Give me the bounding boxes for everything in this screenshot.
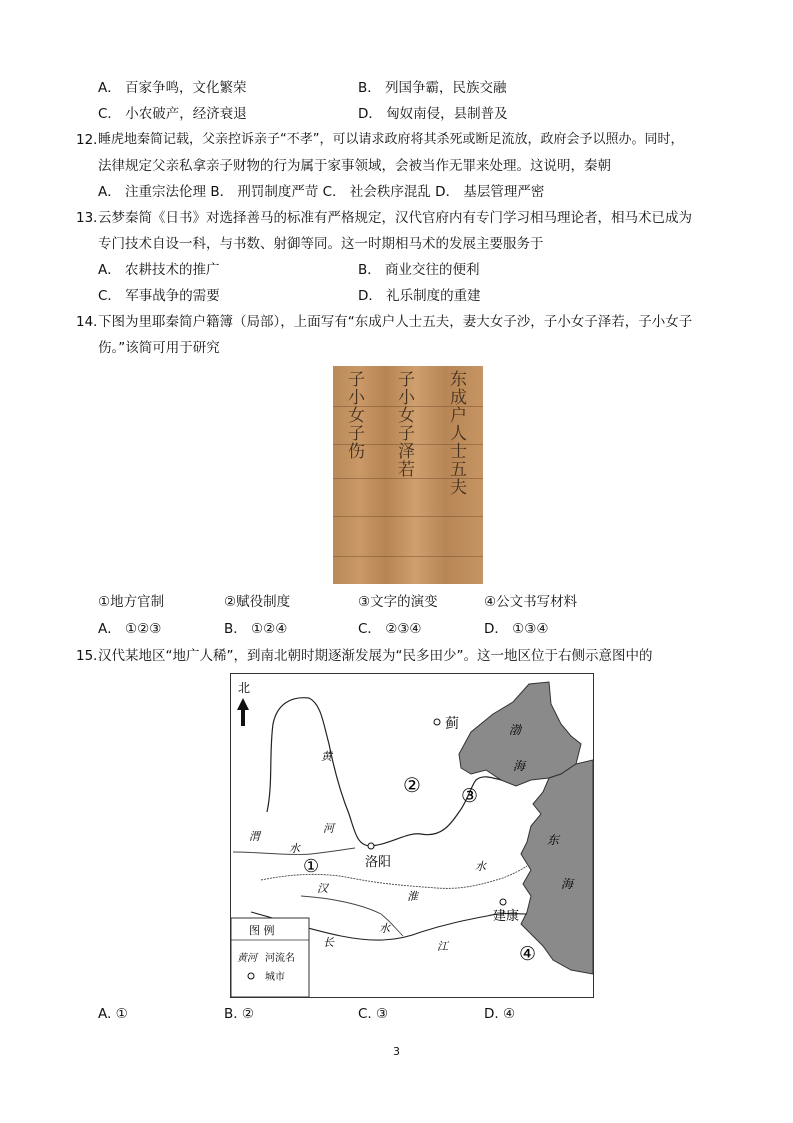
q13-number: 13． <box>76 210 107 226</box>
hanshui-label-1: 汉 <box>317 882 328 895</box>
donghai-label-1: 东 <box>547 833 560 847</box>
huaishui-label-1: 淮 <box>407 890 418 903</box>
q15-option-b: B. ② <box>224 1006 254 1022</box>
q11-option-b: B． 列国争霸，民族交融 <box>358 80 507 96</box>
q15-number: 15． <box>76 648 107 664</box>
q13-stem-line2: 专门技术自设一科，与书数、射御等同。这一时期相马术的发展主要服务于 <box>98 236 544 252</box>
q15-option-c: C. ③ <box>358 1006 389 1022</box>
huai-river <box>261 866 527 888</box>
q12-number: 12． <box>76 132 107 148</box>
city-luoyang-dot <box>368 843 374 849</box>
map-marker-2: ② <box>403 773 421 797</box>
q15-option-a: A. ① <box>98 1006 128 1022</box>
q12-options: A． 注重宗法伦理 B． 刑罚制度严苛 C． 社会秩序混乱 D． 基层管理严密 <box>98 184 545 200</box>
q12-stem-line2: 法律规定父亲私拿亲子财物的行为属于家事领域，会被当作无罪来处理。这说明，秦朝 <box>98 158 611 174</box>
q13-option-b: B． 商业交往的便利 <box>358 262 480 278</box>
city-ji-dot <box>434 719 440 725</box>
slip-text-col-2: 子小女子泽若 <box>394 370 414 478</box>
q14-number: 14． <box>76 314 107 330</box>
legend-title: 图 例 <box>249 924 275 937</box>
q14-item-1: ①地方官制 <box>98 594 165 610</box>
huaishui-label-2: 水 <box>475 860 486 873</box>
weishui-label-1: 渭 <box>249 830 260 843</box>
q13-option-c: C． 军事战争的需要 <box>98 288 220 304</box>
city-ji-label: 蓟 <box>445 716 459 732</box>
slip-text-col-3: 东成户人士五夫 <box>446 370 466 496</box>
city-luoyang-label: 洛阳 <box>365 855 392 870</box>
legend-city-icon <box>248 973 254 979</box>
bohai-label-2: 海 <box>513 759 526 773</box>
q14-option-b: B． ①②④ <box>224 621 288 637</box>
city-jiankang-dot <box>500 899 506 905</box>
weishui-label-2: 水 <box>289 842 300 855</box>
q13-stem-line1: 云梦秦简《日书》对选择善马的标准有严格规定，汉代官府内有专门学习相马理论者，相马术已成为 <box>98 210 692 226</box>
huanghe-label-1: 黄 <box>321 750 332 763</box>
changjiang-label-1: 长 <box>323 936 334 949</box>
city-jiankang-label: 建康 <box>493 909 520 924</box>
q14-stem-line1: 下图为里耶秦简户籍簿（局部），上面写有“东成户人士五夫，妻大女子沙，子小女子泽若，子小女子 <box>98 314 693 330</box>
q15-option-d: D. ④ <box>484 1006 516 1022</box>
q14-option-d: D． ①③④ <box>484 621 549 637</box>
q11-option-c: C． 小农破产，经济衰退 <box>98 106 247 122</box>
q14-stem-line2: 伤。”该简可用于研究 <box>98 340 220 356</box>
north-label: 北 <box>238 681 251 695</box>
hanshui-label-2: 水 <box>379 922 390 935</box>
slip-text-col-1: 子小女子伤 <box>344 370 364 460</box>
east-sea <box>521 760 593 974</box>
q12-stem-line1: 睡虎地秦简记载，父亲控诉亲子“不孝”，可以请求政府将其杀死或断足流放，政府会予以照办。同时， <box>98 132 684 147</box>
north-arrow-icon <box>237 698 249 726</box>
changjiang-label-2: 江 <box>437 940 448 953</box>
q11-option-d: D． 匈奴南侵，县制普及 <box>358 106 508 122</box>
legend-river-sample: 黄河 <box>237 953 257 964</box>
q14-option-c: C． ②③④ <box>358 621 422 637</box>
q14-item-2: ②赋役制度 <box>224 594 291 610</box>
legend-river-label: 河流名 <box>265 953 295 964</box>
q11-option-a: A． 百家争鸣，文化繁荣 <box>98 80 247 96</box>
q14-option-a: A． ①②③ <box>98 621 162 637</box>
map-marker-3: ③ <box>461 785 479 807</box>
map-marker-4: ④ <box>519 943 537 965</box>
q14-item-4: ④公文书写材料 <box>484 594 578 610</box>
donghai-label-2: 海 <box>561 877 574 891</box>
q13-option-d: D． 礼乐制度的重建 <box>358 288 481 304</box>
map-marker-1: ① <box>303 856 320 877</box>
yellow-river <box>267 698 501 846</box>
q14-item-3: ③文字的演变 <box>358 594 438 610</box>
page-number: 3 <box>393 1045 400 1058</box>
q13-option-a: A． 农耕技术的推广 <box>98 262 220 278</box>
han-china-sketch-map <box>230 673 594 998</box>
legend-city-label: 城市 <box>265 972 285 983</box>
bamboo-slip-photo <box>333 366 483 584</box>
bohai-label-1: 渤 <box>509 723 522 737</box>
q15-stem-line1: 汉代某地区“地广人稀”，到南北朝时期逐渐发展为“民多田少”。这一地区位于右侧示意图中的 <box>98 648 653 664</box>
huanghe-label-2: 河 <box>323 822 334 835</box>
